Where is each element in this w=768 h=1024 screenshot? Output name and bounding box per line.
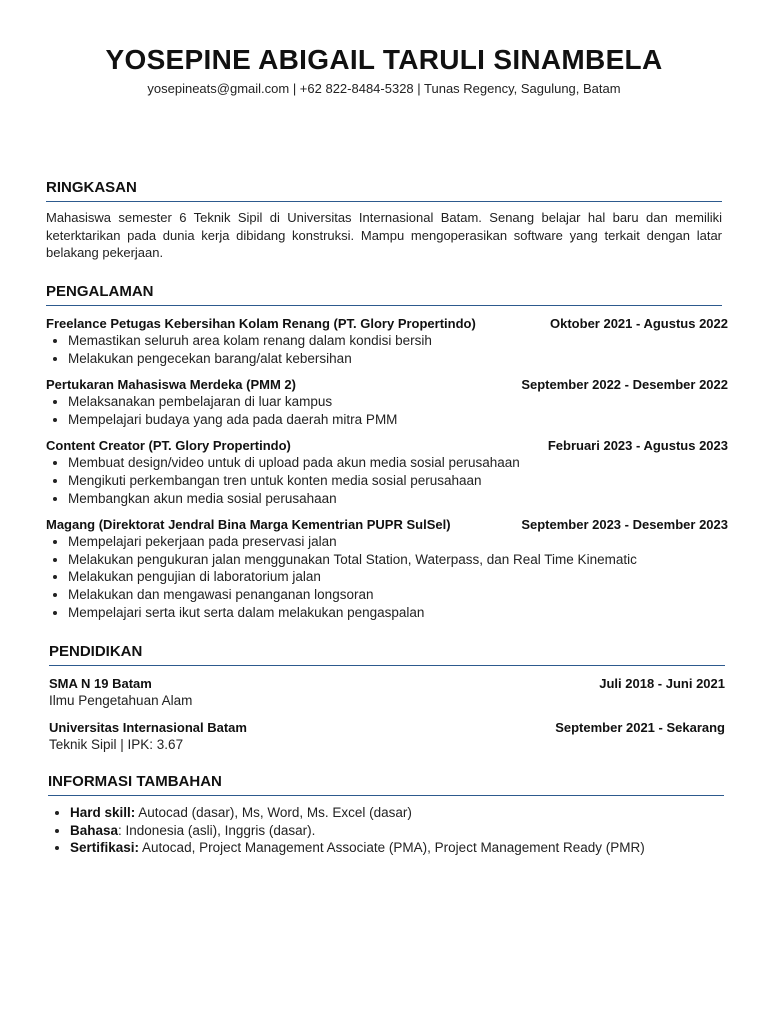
experience-entry [46,376,728,428]
summary-section [46,179,722,262]
school-name: Universitas Internasional Batam [49,720,247,735]
education-title: PENDIDIKAN [49,643,143,660]
bullet-item: • Mempelajari budaya yang ada pada daerah mitra PMM [68,411,728,429]
school-detail: Teknik Sipil | IPK: 3.67 [49,737,184,752]
experience-section [46,283,728,621]
section-divider [46,201,722,202]
job-bullets [46,332,728,367]
school-name: SMA N 19 Batam [49,676,152,691]
summary-title: RINGKASAN [46,179,137,196]
bullet-item: • Melakukan pengujian di laboratorium jalan [68,568,728,586]
bullet-item: • Mempelajari pekerjaan pada preservasi jalan [68,533,728,551]
school-date: September 2021 - Sekarang [555,720,725,735]
item-label: Hard skill: [70,805,136,820]
bullet-item: • Memastikan seluruh area kolam renang dalam kondisi bersih [68,332,728,350]
section-divider [48,795,724,796]
experience-title: PENGALAMAN [46,283,154,300]
contact-line: yosepineats@gmail.com | +62 822-8484-5328 | Tunas Regency, Sagulung, Batam [147,81,621,96]
job-bullets [46,533,728,621]
bullet-item [70,839,724,857]
item-text: Autocad, Project Management Associate (PMA), Project Management Ready (PMR) [139,840,645,856]
additional-list [48,804,724,857]
job-title: Magang (Direktorat Jendral Bina Marga Kementrian PUPR SulSel) [46,517,451,533]
bullet-item: • Mengikuti perkembangan tren untuk konten media sosial perusahaan [68,472,728,490]
item-label: Bahasa [70,822,119,838]
bullet-item: • Melakukan pengecekan barang/alat kebersihan [68,350,728,368]
section-divider [46,305,722,306]
job-date: Februari 2023 - Agustus 2023 [547,438,728,454]
resume-name: YOSEPINE ABIGAIL TARULI SINAMBELA [105,44,663,75]
job-title: Pertukaran Mahasiswa Merdeka (PMM 2) [46,377,296,393]
item-text: Autocad (dasar), Ms, Word, Ms. Excel (dasar) [135,805,412,820]
bullet-item: • Melakukan dan mengawasi penanganan longsoran [68,586,728,604]
job-date: Oktober 2021 - Agustus 2022 [550,316,728,331]
job-date: September 2023 - Desember 2023 [521,517,728,533]
bullet-item: • Mempelajari serta ikut serta dalam melakukan pengaspalan [68,604,728,622]
experience-entry [46,315,728,367]
education-entry [49,719,725,754]
summary-text: Mahasiswa semester 6 Teknik Sipil di Universitas Internasional Batam. Senang belajar hal baru dan memiliki keterktarikan pada dunia kerja dibidang konstruksi. Mampu mengoperasikan software yang terkait dengan latar belakang pekerjaan. [46,210,722,260]
bullet-item: • Melakukan pengukuran jalan menggunakan Total Station, Waterpass, dan Real Time Kinematic [68,551,728,569]
experience-entry [46,437,728,507]
bullet-item [70,822,724,840]
job-bullets [46,454,728,507]
bullet-item [70,804,724,822]
education-section [49,643,725,754]
item-text: : Indonesia (asli), Inggris (dasar). [118,822,316,838]
school-detail: Ilmu Pengetahuan Alam [49,693,193,708]
bullet-item: • Melaksanakan pembelajaran di luar kampus [68,393,728,411]
job-title: Freelance Petugas Kebersihan Kolam Renang (PT. Glory Propertindo) [46,316,476,331]
experience-entry [46,516,728,621]
item-label: Sertifikasi: [70,840,140,856]
job-bullets [46,393,728,428]
education-entry [49,675,725,710]
bullet-item: • Membangkan akun media sosial perusahaan [68,490,728,508]
job-date: September 2022 - Desember 2022 [521,377,728,393]
additional-section [48,773,724,857]
job-title: Content Creator (PT. Glory Propertindo) [46,438,291,454]
bullet-item: • Membuat design/video untuk di upload pada akun media sosial perusahaan [68,454,728,472]
additional-title: INFORMASI TAMBAHAN [48,773,222,790]
section-divider [49,665,725,666]
school-date: Juli 2018 - Juni 2021 [599,676,725,691]
